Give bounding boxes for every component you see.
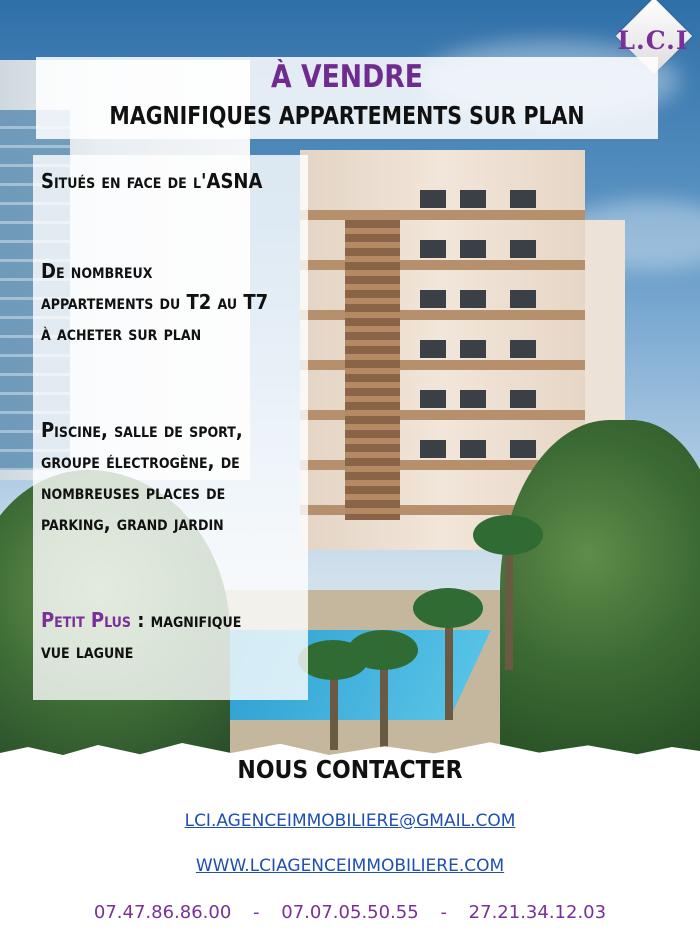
bonus-text <box>41 605 311 667</box>
apartments-text <box>41 256 311 349</box>
page-title: À VENDRE <box>271 59 423 95</box>
phone-separator: - <box>440 902 447 923</box>
bonus-description: : magnifique <box>130 608 242 632</box>
bonus-description-line2: vue lagune <box>41 639 134 663</box>
contact-heading: NOUS CONTACTER <box>237 755 463 784</box>
bonus-label: Petit Plus <box>41 608 131 632</box>
phone-separator: - <box>253 902 260 923</box>
amenities-line: groupe électrogène, de <box>41 449 240 473</box>
phone-number-1[interactable]: 07.47.86.86.00 <box>93 902 232 923</box>
amenities-line: nombreuses places de <box>41 480 226 504</box>
palm-leaves <box>348 630 418 670</box>
apartments-line: à acheter sur plan <box>41 321 202 345</box>
phone-number-3[interactable]: 27.21.34.12.03 <box>468 902 607 923</box>
palm-trunk <box>505 540 513 670</box>
apartments-line: De nombreux <box>41 259 153 283</box>
title-banner <box>36 57 658 139</box>
trees-right <box>500 420 700 760</box>
amenities-text <box>41 415 311 539</box>
page-subtitle: MAGNIFIQUES APPARTEMENTS SUR PLAN <box>109 101 585 130</box>
location-text: Situés en face de l'ASNA <box>41 169 263 193</box>
palm-leaves <box>473 515 543 555</box>
balcony-column <box>345 220 400 520</box>
email-link[interactable]: LCI.AGENCEIMMOBILIERE@GMAIL.COM <box>184 811 516 831</box>
palm-leaves <box>413 588 483 628</box>
amenities-line: parking, grand jardin <box>41 511 224 535</box>
logo-text: L.C.I <box>617 26 689 55</box>
apartments-line: appartements du T2 au T7 <box>41 290 269 314</box>
amenities-line: Piscine, salle de sport, <box>41 418 243 442</box>
website-link[interactable]: WWW.LCIAGENCEIMMOBILIERE.COM <box>195 856 505 876</box>
phone-number-2[interactable]: 07.07.05.50.55 <box>281 902 419 923</box>
phone-numbers <box>0 902 700 923</box>
info-panel <box>33 155 308 700</box>
